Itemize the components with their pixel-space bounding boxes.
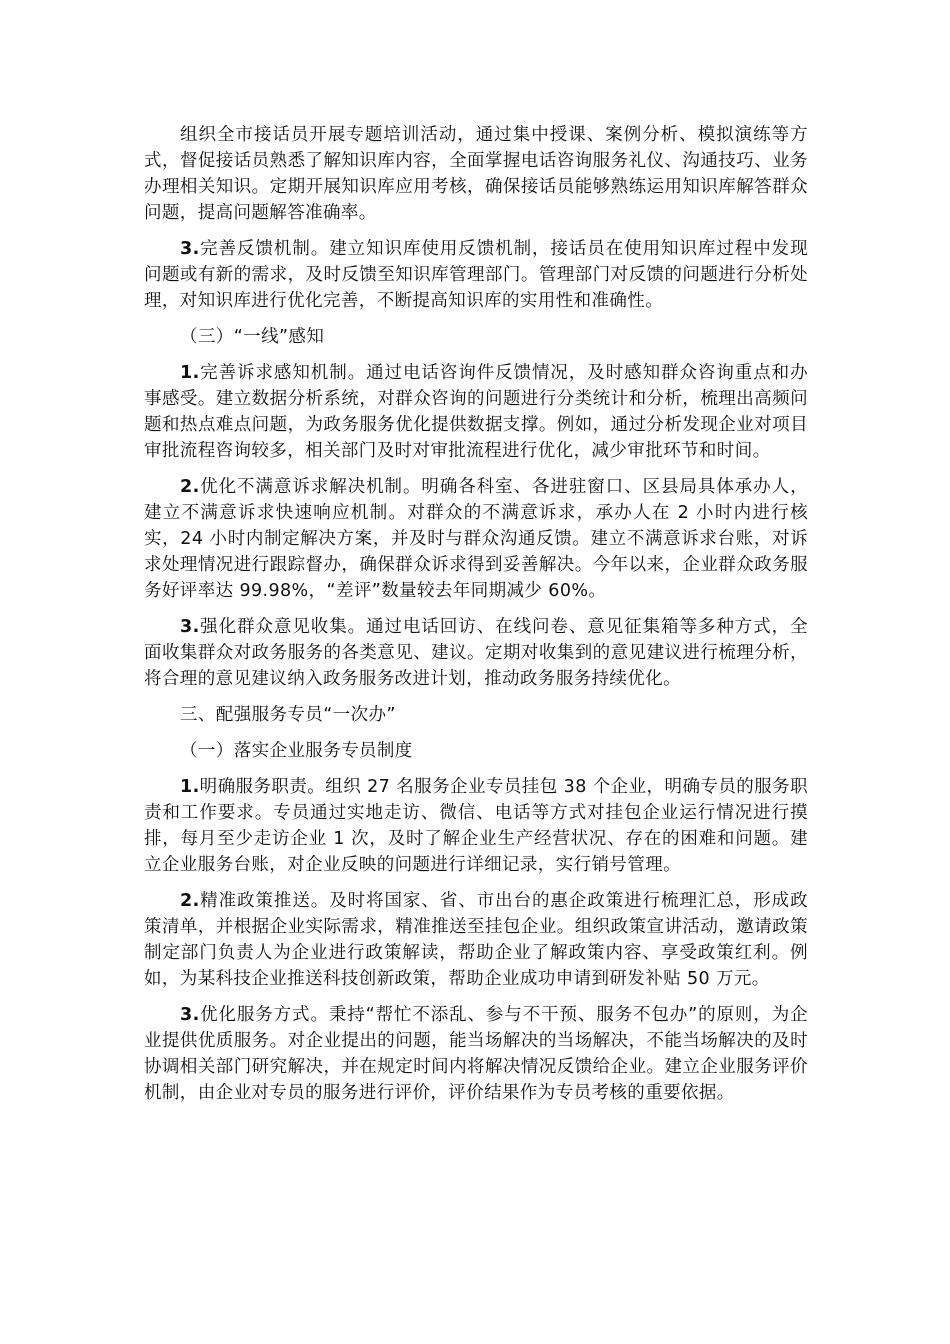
paragraph-text: 精准政策推送。及时将国家、省、市出台的惠企政策进行梳理汇总，形成政策清单，并根据企业实际需求，精准推送至挂包企业。组织政策宣讲活动，邀请政策制定部门负责人为企业进行政策解读，帮助企业了解政策内容、享受政策红利。例如，为某科技企业推送科技创新政策，帮助企业成功申请到研发补贴 50 万元。 (144, 891, 808, 989)
paragraph-text: 完善反馈机制。建立知识库使用反馈机制，接话员在使用知识库过程中发现问题或有新的需求，及时反馈至知识库管理部门。管理部门对反馈的问题进行分析处理，对知识库进行优化完善，不断提高知识库的实用性和准确性。 (144, 239, 808, 311)
section-heading-service-specialist (144, 702, 808, 728)
paragraph-feedback-mechanism (144, 236, 808, 314)
paragraph-text: 优化不满意诉求解决机制。明确各科室、各进驻窗口、区县局具体承办人，建立不满意诉求快速响应机制。对群众的不满意诉求，承办人在 2 小时内进行核实，24 小时内制定解决方案，并及时与群众沟通反馈。建立不满意诉求台账，对诉求处理情况进行跟踪督办，确保群众诉求得到妥善解决。今年以来，企业群众政务服务好评率达 99.98%，“差评”数量较去年同期减少 60%。 (144, 477, 808, 601)
paragraph-number: 1. (180, 363, 200, 383)
paragraph-text: 明确服务职责。组织 27 名服务企业专员挂包 38 个企业，明确专员的服务职责和工作要求。专员通过实地走访、微信、电话等方式对挂包企业运行情况进行摸排，每月至少走访企业 1 次，及时了解企业生产经营状况、存在的困难和问题。建立企业服务台账，对企业反映的问题进行详细记录，实行销号管理。 (144, 777, 808, 875)
paragraph-policy-push (144, 888, 808, 992)
paragraph-opinion-collection (144, 614, 808, 692)
section-heading-frontline-perception (144, 324, 808, 350)
paragraph-training (144, 122, 808, 226)
subsection-heading-specialist-system (144, 738, 808, 764)
heading-text: 三、配强服务专员“一次办” (180, 705, 396, 725)
paragraph-service-duties (144, 774, 808, 878)
paragraph-text: 优化服务方式。秉持“帮忙不添乱、参与不干预、服务不包办”的原则，为企业提供优质服务。对企业提出的问题，能当场解决的当场解决，不能当场解决的及时协调相关部门研究解决，并在规定时间内将解决情况反馈给企业。建立企业服务评价机制，由企业对专员的服务进行评价，评价结果作为专员考核的重要依据。 (144, 1005, 808, 1103)
heading-text: （三）“一线”感知 (180, 327, 325, 347)
heading-text: （一）落实企业服务专员制度 (180, 741, 413, 761)
document-page (144, 122, 808, 1116)
paragraph-text: 完善诉求感知机制。通过电话咨询件反馈情况，及时感知群众咨询重点和办事感受。建立数据分析系统，对群众咨询的问题进行分类统计和分析，梳理出高频问题和热点难点问题，为政务服务优化提供数据支撑。例如，通过分析发现企业对项目审批流程咨询较多，相关部门及时对审批流程进行优化，减少审批环节和时间。 (144, 363, 808, 461)
paragraph-text: 组织全市接话员开展专题培训活动，通过集中授课、案例分析、模拟演练等方式，督促接话员熟悉了解知识库内容，全面掌握电话咨询服务礼仪、沟通技巧、业务办理相关知识。定期开展知识库应用考核，确保接话员能够熟练运用知识库解答群众问题，提高问题解答准确率。 (144, 125, 808, 223)
paragraph-number: 2. (180, 891, 200, 911)
paragraph-number: 3. (180, 239, 200, 259)
paragraph-number: 2. (180, 477, 200, 497)
paragraph-demand-perception (144, 360, 808, 464)
paragraph-number: 3. (180, 1005, 200, 1025)
paragraph-dissatisfaction-resolution (144, 474, 808, 604)
paragraph-text: 强化群众意见收集。通过电话回访、在线问卷、意见征集箱等多种方式，全面收集群众对政务服务的各类意见、建议。定期对收集到的意见建议进行梳理分析，将合理的意见建议纳入政务服务改进计划，推动政务服务持续优化。 (144, 617, 808, 689)
paragraph-service-method (144, 1002, 808, 1106)
paragraph-number: 3. (180, 617, 200, 637)
paragraph-number: 1. (180, 777, 200, 797)
